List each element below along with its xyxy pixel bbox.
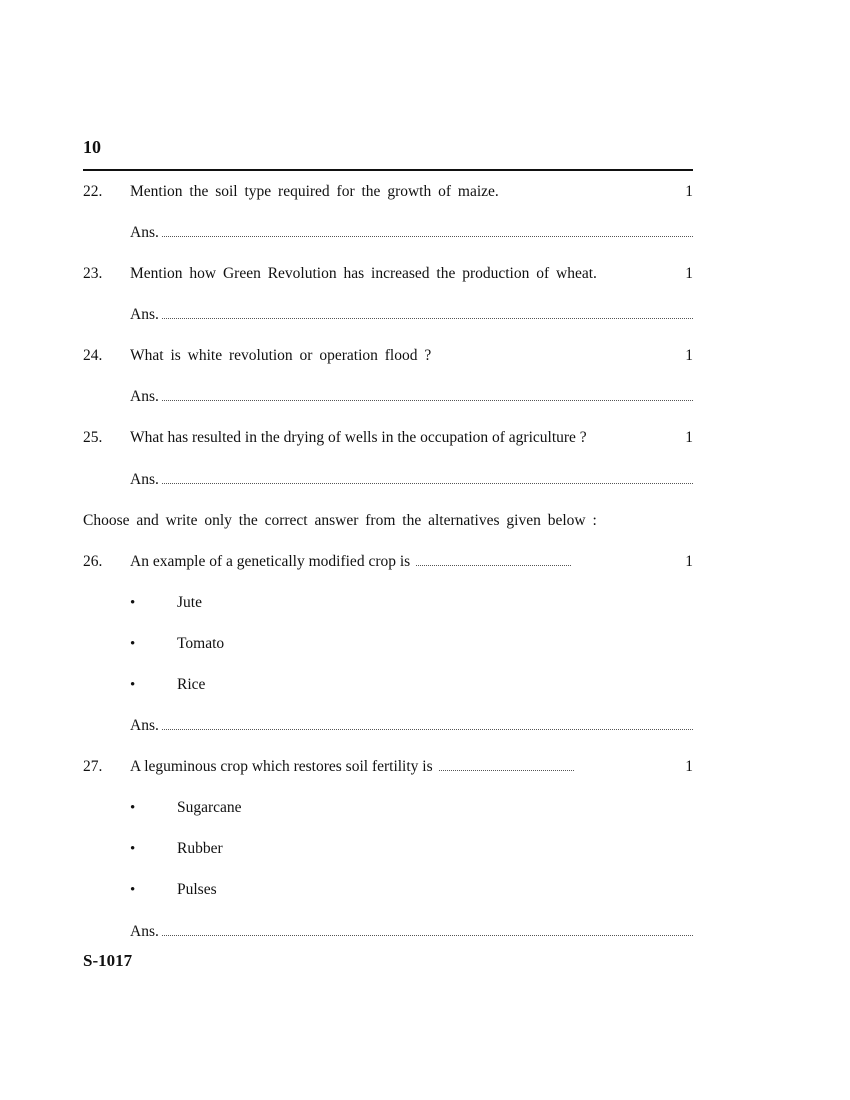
bullet-icon: • — [130, 636, 136, 652]
question-marks: 1 — [685, 265, 693, 282]
question-24 — [83, 344, 693, 368]
question-number: 23. — [83, 265, 103, 282]
question-number: 22. — [83, 183, 103, 200]
answer-label: Ans. — [130, 923, 159, 940]
question-marks: 1 — [685, 553, 693, 570]
question-marks: 1 — [685, 429, 693, 446]
answer-dotted-line[interactable] — [162, 920, 693, 936]
answer-label: Ans. — [130, 388, 159, 405]
question-25 — [83, 426, 693, 450]
answer-line-22[interactable] — [83, 221, 693, 245]
question-marks: 1 — [685, 183, 693, 200]
option-item[interactable] — [83, 591, 693, 615]
answer-dotted-line[interactable] — [162, 221, 693, 237]
answer-label: Ans. — [130, 471, 159, 488]
option-item[interactable] — [83, 878, 693, 902]
bullet-icon: • — [130, 882, 136, 898]
question-23 — [83, 262, 693, 286]
question-text: What has resulted in the drying of wells in the occupation of agriculture ? — [130, 429, 587, 446]
section-instruction — [83, 509, 693, 533]
answer-label: Ans. — [130, 224, 159, 241]
footer-code: S-1017 — [83, 951, 133, 970]
answer-label: Ans. — [130, 717, 159, 734]
answer-dotted-line[interactable] — [162, 303, 693, 319]
answer-line-27[interactable] — [83, 920, 693, 944]
answer-line-24[interactable] — [83, 385, 693, 409]
bullet-icon: • — [130, 800, 136, 816]
question-22 — [83, 180, 693, 204]
question-27 — [83, 755, 693, 779]
option-item[interactable] — [83, 837, 693, 861]
option-text: Rubber — [177, 840, 223, 857]
answer-label: Ans. — [130, 306, 159, 323]
bullet-icon: • — [130, 841, 136, 857]
bullet-icon: • — [130, 677, 136, 693]
option-text: Tomato — [177, 635, 225, 652]
option-text: Rice — [177, 676, 206, 693]
option-item[interactable] — [83, 632, 693, 656]
question-marks: 1 — [685, 758, 693, 775]
answer-line-25[interactable] — [83, 468, 693, 492]
answer-dotted-line[interactable] — [162, 714, 693, 730]
instruction-text: Choose and write only the correct answer from the alternatives given below : — [83, 512, 597, 529]
question-text: Mention how Green Revolution has increased the production of wheat. — [130, 265, 597, 282]
option-item[interactable] — [83, 673, 693, 697]
question-text: A leguminous crop which restores soil fertility is — [130, 758, 433, 775]
question-26 — [83, 550, 693, 574]
question-number: 25. — [83, 429, 103, 446]
option-text: Pulses — [177, 881, 217, 898]
question-text: What is white revolution or operation flood ? — [130, 347, 432, 364]
bullet-icon: • — [130, 595, 136, 611]
question-number: 27. — [83, 758, 103, 775]
question-text: Mention the soil type required for the growth of maize. — [130, 183, 499, 200]
question-marks: 1 — [685, 347, 693, 364]
answer-line-26[interactable] — [83, 714, 693, 738]
question-number: 24. — [83, 347, 103, 364]
header-rule — [83, 169, 693, 171]
fill-in-blank[interactable] — [439, 756, 574, 771]
option-item[interactable] — [83, 796, 693, 820]
question-number: 26. — [83, 553, 103, 570]
fill-in-blank[interactable] — [416, 551, 571, 566]
answer-dotted-line[interactable] — [162, 468, 693, 484]
answer-dotted-line[interactable] — [162, 385, 693, 401]
question-text: An example of a genetically modified crop is — [130, 553, 411, 570]
page-number: 10 — [83, 137, 101, 157]
option-text: Jute — [177, 594, 202, 611]
option-text: Sugarcane — [177, 799, 242, 816]
answer-line-23[interactable] — [83, 303, 693, 327]
